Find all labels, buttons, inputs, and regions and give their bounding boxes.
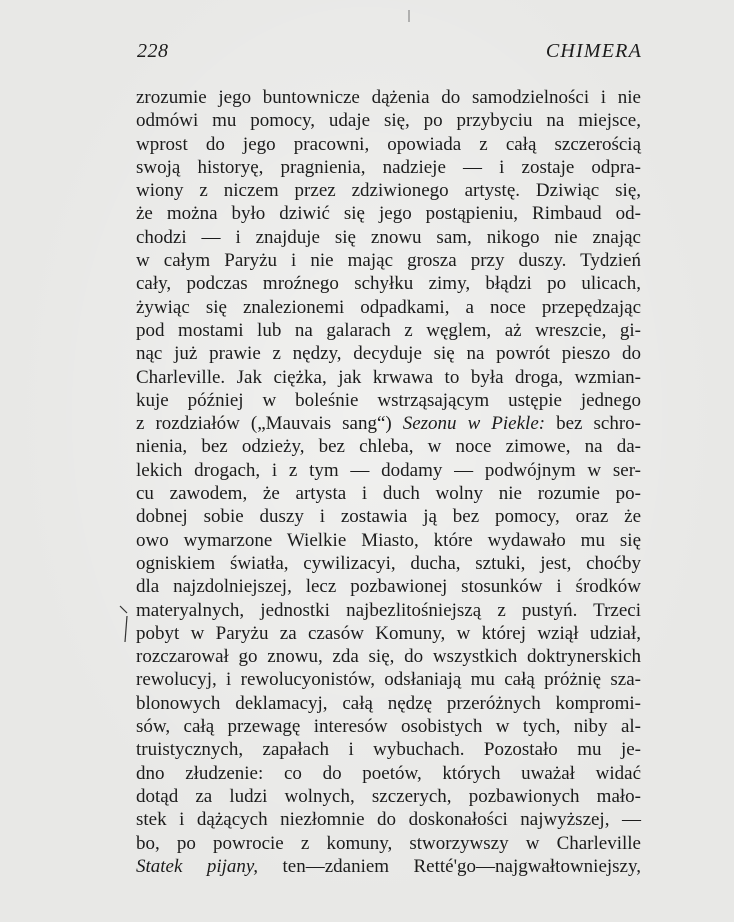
text-line: blonowych deklamacyj, całą nędzę przeróżnych kompromi- bbox=[136, 692, 641, 714]
text-line: odmówi mu pomocy, udaje się, po przybyciu na miejsce, bbox=[136, 110, 641, 132]
scan-speck bbox=[408, 10, 410, 22]
page-number: 228 bbox=[137, 40, 169, 62]
text-run: bez schro- bbox=[545, 413, 641, 435]
body-text bbox=[136, 86, 641, 878]
text-line: nienia, bez odzieży, bez chleba, w noce zimowe, na da- bbox=[136, 436, 641, 458]
margin-pencil-mark bbox=[118, 604, 132, 644]
text-line: rewolucyj, i rewolucyonistów, odsłaniają mu całą próżnię sza- bbox=[136, 669, 641, 691]
text-line bbox=[136, 412, 641, 435]
text-run: z rozdziałów („Mauvais sang“) bbox=[136, 413, 403, 435]
text-line: pod mostami lub na galarach z węglem, aż wreszcie, gi- bbox=[136, 319, 641, 341]
text-line: sów, całą przewagę interesów osobistych w tych, niby al- bbox=[136, 716, 641, 738]
text-line: ogniskiem światła, cywilizacyi, ducha, sztuki, jest, choćby bbox=[136, 552, 641, 574]
text-line: dla najzdolniejszej, lecz pozbawionej stosunków i środków bbox=[136, 576, 641, 598]
text-line: nąc już prawie z nędzy, decyduje się na powrót pieszo do bbox=[136, 343, 641, 365]
text-line: wiony z niczem przez zdziwionego artystę. Dziwiąc się, bbox=[136, 180, 641, 202]
text-line: że można było dziwić się jego postąpieniu, Rimbaud od- bbox=[136, 203, 641, 225]
text-run: ten—zdaniem Retté'go—najgwałtowniejszy, bbox=[258, 855, 641, 877]
text-line: wprost do jego pracowni, opowiada z całą szczerością bbox=[136, 133, 641, 155]
text-line: lekich drogach, i z tym — dodamy — podwójnym w ser- bbox=[136, 459, 641, 481]
text-line: materyalnych, jednostki najbezlitośniejszą z pustyń. Trzeci bbox=[136, 599, 641, 621]
text-line: stek i dążących niezłomnie do doskonałości najwyższej, — bbox=[136, 809, 641, 831]
page-header bbox=[137, 38, 642, 68]
text-line: w całym Paryżu i nie mając grosza przy duszy. Tydzień bbox=[136, 250, 641, 272]
text-line: pobyt w Paryżu za czasów Komuny, w której wziął udział, bbox=[136, 622, 641, 644]
text-line: chodzi — i znajduje się znowu sam, nikogo nie znając bbox=[136, 226, 641, 248]
running-title: CHIMERA bbox=[545, 40, 642, 62]
text-line: dobnej sobie duszy i zostawia ją bez pomocy, oraz że bbox=[136, 506, 641, 528]
text-line: bo, po powrocie z komuny, stworzywszy w Charleville bbox=[136, 832, 641, 854]
text-line: kuje później w boleśnie wstrząsającym ustępie jednego bbox=[136, 389, 641, 411]
text-line: Charleville. Jak ciężka, jak krwawa to była droga, wzmian- bbox=[136, 366, 641, 388]
text-line: owo wymarzone Wielkie Miasto, które wydawało mu się bbox=[136, 529, 641, 551]
text-line: żywiąc się znalezionemi odpadkami, a noce przepędzając bbox=[136, 296, 641, 318]
text-line: dno złudzenie: co do poetów, których uważał widać bbox=[136, 762, 641, 784]
text-line: truistycznych, zapałach i wybuchach. Pozostało mu je- bbox=[136, 739, 641, 761]
text-line: zrozumie jego buntownicze dążenia do samodzielności i nie bbox=[136, 87, 641, 108]
text-line: rozczarował go znowu, zda się, do wszystkich doktrynerskich bbox=[136, 646, 641, 668]
text-line: dotąd za ludzi wolnych, szczerych, pozbawionych mało- bbox=[136, 785, 641, 807]
text-line bbox=[136, 855, 641, 878]
text-line: cu zawodem, że artysta i duch wolny nie rozumie po- bbox=[136, 483, 641, 505]
italic-title: Statek pijany, bbox=[136, 855, 259, 877]
text-line: swoją historyę, pragnienia, nadzieje — i zostaje odpra- bbox=[136, 156, 641, 178]
text-line: cały, podczas mroźnego schyłku zimy, błądzi po ulicach, bbox=[136, 273, 641, 295]
italic-title: Sezonu w Piekle: bbox=[402, 413, 546, 435]
